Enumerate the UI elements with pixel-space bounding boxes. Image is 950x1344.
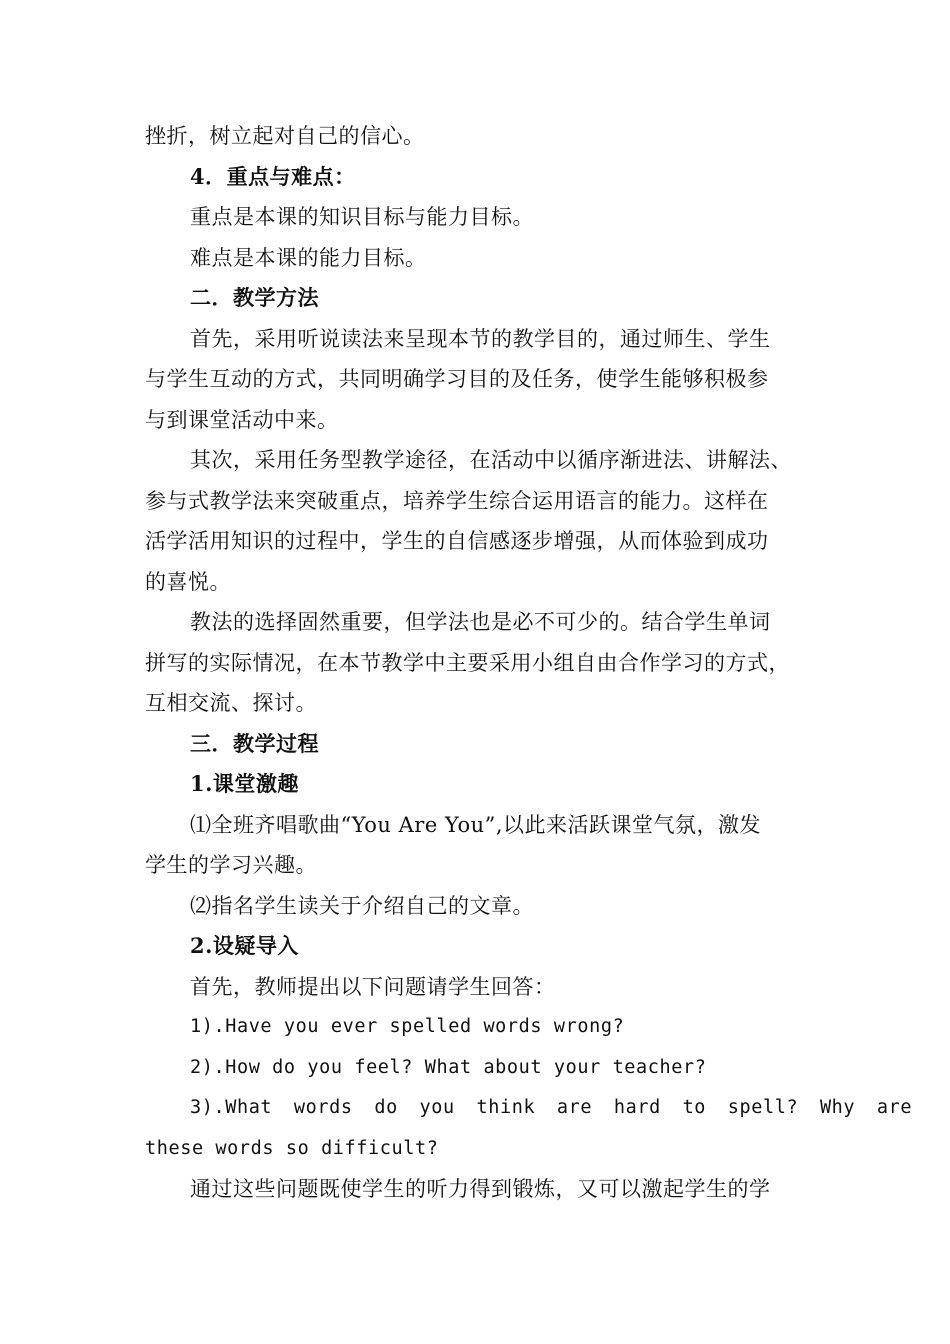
paragraph-line: ⑴全班齐唱歌曲“You Are You”,以此来活跃课堂气氛，激发 bbox=[190, 812, 762, 837]
paragraph-line: 教法的选择固然重要，但学法也是必不可少的。结合学生单词 bbox=[190, 610, 771, 634]
section-heading: 二．教学方法 bbox=[190, 285, 319, 310]
paragraph-line: 其次，采用任务型教学途径，在活动中以循序渐进法、讲解法、 bbox=[190, 448, 792, 472]
paragraph-line: 的喜悦。 bbox=[145, 569, 231, 594]
question-item-continuation: these words so difficult? bbox=[145, 1137, 439, 1159]
paragraph-line: 首先，采用听说读法来呈现本节的教学目的，通过师生、学生 bbox=[190, 326, 771, 351]
paragraph-line: 活学活用知识的过程中，学生的自信感逐步增强，从而体验到成功 bbox=[145, 529, 769, 553]
paragraph-line: ⑵指名学生读关于介绍自己的文章。 bbox=[190, 893, 534, 918]
paragraph-line: 拼写的实际情况，在本节教学中主要采用小组自由合作学习的方式， bbox=[145, 650, 790, 675]
paragraph-line: 通过这些问题既使学生的听力得到锻炼，又可以激起学生的学 bbox=[190, 1177, 771, 1201]
question-item: 2).How do you feel? What about your teacher? bbox=[190, 1056, 707, 1078]
paragraph-line: 与学生互动的方式，共同明确学习目的及任务，使学生能够积极参 bbox=[145, 367, 769, 391]
paragraph-line: 互相交流、探讨。 bbox=[145, 691, 317, 715]
subsection-heading: 1.课堂激趣 bbox=[190, 771, 299, 796]
paragraph-line: 难点是本课的能力目标。 bbox=[190, 245, 427, 270]
section-heading: 三．教学过程 bbox=[190, 730, 319, 756]
paragraph-line: 与到课堂活动中来。 bbox=[145, 407, 339, 432]
paragraph-line: 首先，教师提出以下问题请学生回答： bbox=[190, 974, 556, 999]
question-item: 3).What words do you think are hard to spell? Why are bbox=[190, 1097, 913, 1118]
paragraph-line: 学生的学习兴趣。 bbox=[145, 853, 317, 877]
document-page bbox=[145, 116, 913, 1210]
section-heading: 4．重点与难点： bbox=[190, 163, 356, 189]
paragraph-line: 重点是本课的知识目标与能力目标。 bbox=[190, 205, 534, 229]
paragraph-line: 参与式教学法来突破重点，培养学生综合运用语言的能力。这样在 bbox=[145, 488, 769, 513]
paragraph-line: 挫折，树立起对自己的信心。 bbox=[145, 124, 425, 148]
subsection-heading: 2.设疑导入 bbox=[190, 933, 299, 958]
question-item: 1).Have you ever spelled words wrong? bbox=[190, 1016, 625, 1037]
